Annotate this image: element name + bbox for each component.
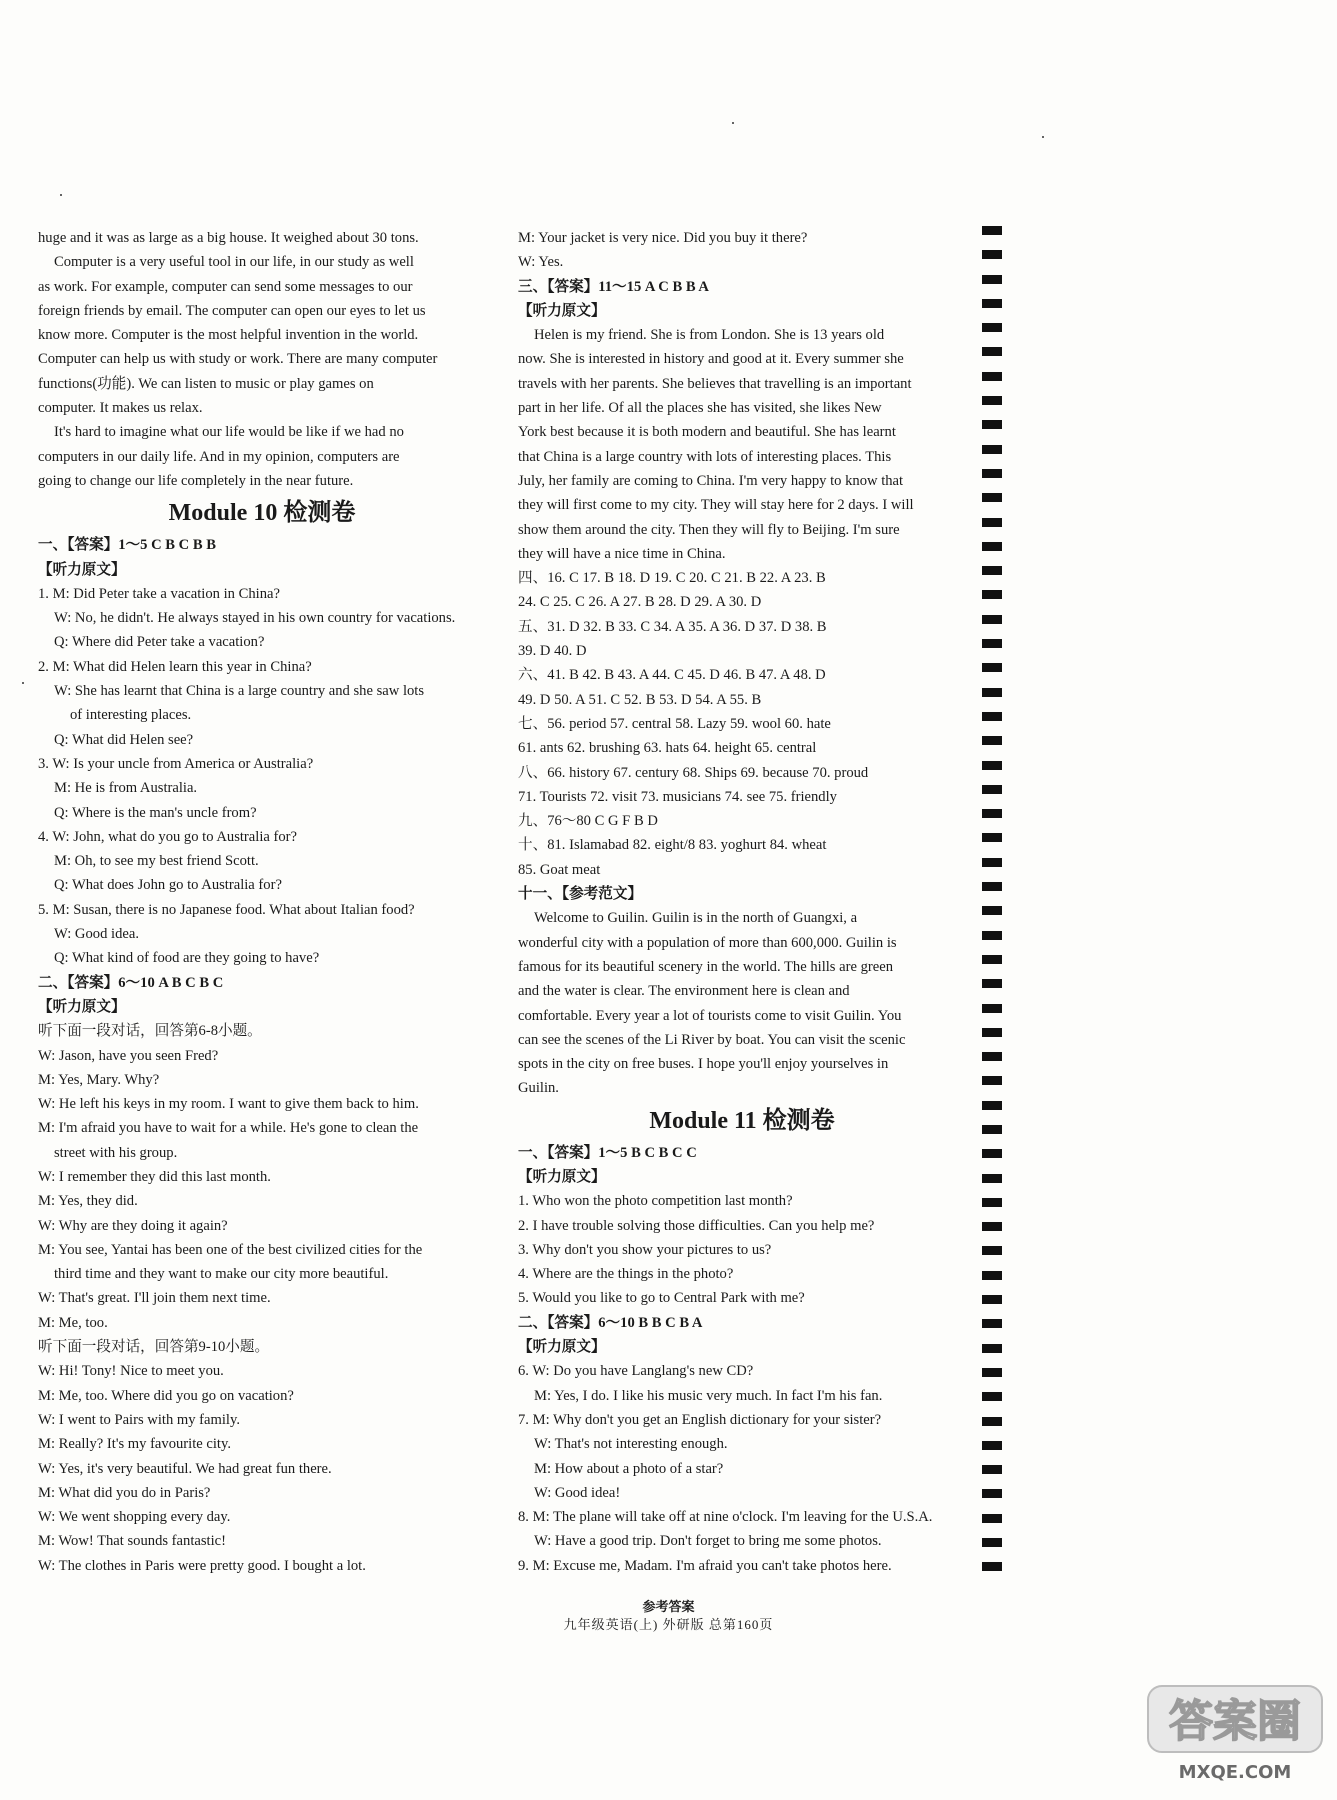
text-line: M: How about a photo of a star? [534, 1460, 724, 1477]
registration-mark [982, 1101, 1002, 1110]
registration-mark [982, 1392, 1002, 1401]
page-footer [0, 1598, 1337, 1634]
watermark-logo [1140, 1680, 1330, 1790]
text-line: 24. C 25. C 26. A 27. B 28. D 29. A 30. D [518, 594, 762, 611]
text-line: going to change our life completely in the near future. [38, 472, 354, 489]
registration-mark [982, 445, 1002, 454]
registration-mark [982, 420, 1002, 429]
text-line: W: Why are they doing it again? [38, 1217, 228, 1234]
text-line: 五、31. D 32. B 33. C 34. A 35. A 36. D 37. D 38. B [518, 618, 827, 635]
text-line: now. She is interested in history and good at it. Every summer she [518, 351, 904, 368]
text-line: 49. D 50. A 51. C 52. B 53. D 54. A 55. B [518, 691, 762, 708]
registration-mark [982, 1004, 1002, 1013]
text-line: computer. It makes us relax. [38, 400, 203, 417]
scan-speck [732, 122, 734, 124]
text-line: W: Have a good trip. Don't forget to bring me some photos. [534, 1533, 882, 1550]
registration-mark [982, 590, 1002, 599]
text-line: W: Yes. [518, 254, 564, 271]
text-line: 【听力原文】 [518, 1168, 606, 1185]
scan-speck [1042, 136, 1044, 138]
registration-mark [982, 1562, 1002, 1571]
text-line: functions(功能). We can listen to music or play games on [38, 375, 374, 392]
section-heading: Module 11 检测卷 [649, 1107, 835, 1134]
text-line: W: I went to Pairs with my family. [38, 1411, 240, 1428]
text-line: W: That's great. I'll join them next time. [38, 1290, 271, 1307]
text-line: 2. I have trouble solving those difficulties. Can you help me? [518, 1217, 875, 1234]
text-line: huge and it was as large as a big house. It weighed about 30 tons. [38, 230, 419, 246]
text-line: M: What did you do in Paris? [38, 1484, 211, 1501]
registration-mark [982, 469, 1002, 478]
registration-mark [982, 1149, 1002, 1158]
registration-mark [982, 663, 1002, 672]
text-line: 3. Why don't you show your pictures to us? [518, 1241, 772, 1258]
text-line: Welcome to Guilin. Guilin is in the north of Guangxi, a [534, 910, 858, 927]
text-line: W: That's not interesting enough. [534, 1436, 728, 1453]
text-line: wonderful city with a population of more than 600,000. Guilin is [518, 934, 897, 951]
text-line: July, her family are coming to China. I'm very happy to know that [518, 472, 904, 489]
text-line: they will first come to my city. They will stay here for 2 days. I will [518, 497, 914, 514]
registration-mark [982, 712, 1002, 721]
registration-mark [982, 761, 1002, 770]
text-line: can see the scenes of the Li River by boat. You can visit the scenic [518, 1031, 906, 1048]
text-line: 1. Who won the photo competition last month? [518, 1193, 793, 1210]
registration-mark [982, 639, 1002, 648]
registration-mark [982, 1465, 1002, 1474]
registration-mark [982, 542, 1002, 551]
registration-mark [982, 372, 1002, 381]
section-heading: Module 10 检测卷 [168, 500, 356, 527]
text-line: 四、16. C 17. B 18. D 19. C 20. C 21. B 22. A 23. B [518, 570, 826, 587]
text-line: 二、【答案】6～10 B B C B A [518, 1314, 703, 1331]
text-line: W: The clothes in Paris were pretty good. I bought a lot. [38, 1557, 366, 1574]
registration-mark [982, 1174, 1002, 1183]
text-line: Q: What kind of food are they going to have? [54, 950, 320, 967]
text-line: Computer can help us with study or work. There are many computer [38, 351, 438, 368]
registration-mark [982, 275, 1002, 284]
text-line: 5. M: Susan, there is no Japanese food. What about Italian food? [38, 901, 415, 918]
text-line: computers in our daily life. And in my opinion, computers are [38, 448, 400, 465]
text-line: travels with her parents. She believes that travelling is an important [518, 375, 912, 392]
text-line: 71. Tourists 72. visit 73. musicians 74. see 75. friendly [518, 788, 837, 805]
registration-mark [982, 1076, 1002, 1085]
text-line: 十一、【参考范文】 [518, 886, 643, 903]
watermark-main-text: 答案圈 [1169, 1696, 1301, 1747]
text-line: 1. M: Did Peter take a vacation in China? [38, 585, 280, 602]
registration-mark [982, 615, 1002, 624]
text-line: as work. For example, computer can send some messages to our [38, 278, 413, 295]
text-line: W: She has learnt that China is a large country and she saw lots [54, 683, 425, 700]
margin-registration-marks [982, 226, 1002, 1587]
text-line: M: I'm afraid you have to wait for a while. He's gone to clean the [38, 1120, 419, 1137]
text-line: 一、【答案】1～5 B C B C C [518, 1144, 697, 1161]
registration-mark [982, 882, 1002, 891]
registration-mark [982, 931, 1002, 940]
registration-mark [982, 1538, 1002, 1547]
text-line: 4. W: John, what do you go to Australia for? [38, 828, 298, 845]
text-line: 听下面一段对话，回答第9-10小题。 [38, 1339, 270, 1356]
text-line: M: Yes, Mary. Why? [38, 1071, 160, 1088]
text-line: third time and they want to make our city more beautiful. [54, 1266, 389, 1283]
text-line: M: Yes, they did. [38, 1193, 138, 1210]
scan-speck [60, 194, 62, 196]
registration-mark [982, 785, 1002, 794]
text-line: 三、【答案】11～15 A C B B A [518, 278, 709, 295]
text-line: Q: Where is the man's uncle from? [54, 804, 257, 821]
registration-mark [982, 1052, 1002, 1061]
text-line: 听下面一段对话，回答第6-8小题。 [38, 1023, 262, 1040]
registration-mark [982, 833, 1002, 842]
text-line: W: Good idea. [54, 926, 139, 943]
text-line: M: Yes, I do. I like his music very much. In fact I'm his fan. [534, 1387, 883, 1404]
text-line: 4. Where are the things in the photo? [518, 1266, 734, 1283]
text-line: 2. M: What did Helen learn this year in China? [38, 658, 312, 675]
text-line: 八、66. history 67. century 68. Ships 69. because 70. proud [518, 764, 869, 781]
scan-speck [22, 682, 24, 684]
registration-mark [982, 566, 1002, 575]
registration-mark [982, 250, 1002, 259]
registration-mark [982, 226, 1002, 235]
text-line: 二、【答案】6～10 A B C B C [38, 974, 224, 991]
text-line: that China is a large country with lots of interesting places. This [518, 448, 892, 465]
text-line: foreign friends by email. The computer can open our eyes to let us [38, 302, 426, 319]
registration-mark [982, 493, 1002, 502]
watermark-url-text: MXQE.COM [1178, 1762, 1292, 1783]
text-line: 8. M: The plane will take off at nine o'clock. I'm leaving for the U.S.A. [518, 1509, 933, 1526]
text-line: 61. ants 62. brushing 63. hats 64. height 65. central [518, 740, 817, 757]
text-line: W: He left his keys in my room. I want to give them back to him. [38, 1096, 419, 1113]
registration-mark [982, 1441, 1002, 1450]
text-line: Q: What did Helen see? [54, 731, 194, 748]
text-line: comfortable. Every year a lot of tourists come to visit Guilin. You [518, 1007, 902, 1024]
text-line: show them around the city. Then they will fly to Beijing. I'm sure [518, 521, 900, 538]
text-line: York best because it is both modern and beautiful. She has learnt [518, 424, 896, 441]
text-line: 六、41. B 42. B 43. A 44. C 45. D 46. B 47. A 48. D [518, 667, 826, 684]
text-line: M: Me, too. [38, 1314, 108, 1331]
registration-mark [982, 1368, 1002, 1377]
text-line: M: Really? It's my favourite city. [38, 1436, 231, 1453]
text-line: 7. M: Why don't you get an English dictionary for your sister? [518, 1411, 882, 1428]
text-line: and the water is clear. The environment here is clean and [518, 983, 850, 1000]
footer-subtitle: 九年级英语(上) 外研版 总第160页 [563, 1617, 774, 1632]
text-line: W: Good idea! [534, 1484, 621, 1501]
text-line: W: I remember they did this last month. [38, 1168, 271, 1185]
text-line: 【听力原文】 [518, 1339, 606, 1356]
text-line: M: Me, too. Where did you go on vacation? [38, 1387, 294, 1404]
registration-mark [982, 347, 1002, 356]
registration-mark [982, 1489, 1002, 1498]
text-line: M: He is from Australia. [54, 780, 198, 797]
registration-mark [982, 955, 1002, 964]
text-line: of interesting places. [70, 707, 192, 724]
right-column [518, 226, 966, 1578]
text-line: Q: Where did Peter take a vacation? [54, 634, 265, 651]
text-line: Helen is my friend. She is from London. She is 13 years old [534, 327, 885, 344]
text-line: It's hard to imagine what our life would be like if we had no [54, 424, 404, 441]
footer-title: 参考答案 [642, 1599, 695, 1614]
registration-mark [982, 979, 1002, 988]
text-line: famous for its beautiful scenery in the world. The hills are green [518, 958, 893, 975]
text-line: know more. Computer is the most helpful invention in the world. [38, 327, 419, 344]
text-line: 七、56. period 57. central 58. Lazy 59. wool 60. hate [518, 715, 831, 732]
registration-mark [982, 1295, 1002, 1304]
text-line: Guilin. [518, 1080, 559, 1097]
text-line: W: Jason, have you seen Fred? [38, 1047, 219, 1064]
text-line: W: Yes, it's very beautiful. We had great fun there. [38, 1460, 332, 1477]
text-line: W: We went shopping every day. [38, 1509, 231, 1526]
registration-mark [982, 809, 1002, 818]
text-line: Computer is a very useful tool in our life, in our study as well [54, 254, 414, 271]
text-line: they will have a nice time in China. [518, 545, 726, 562]
registration-mark [982, 1344, 1002, 1353]
text-line: 【听力原文】 [38, 561, 126, 578]
registration-mark [982, 736, 1002, 745]
registration-mark [982, 1028, 1002, 1037]
registration-mark [982, 906, 1002, 915]
watermark-graphic [1140, 1680, 1330, 1790]
text-line: 【听力原文】 [518, 302, 606, 319]
text-line: M: You see, Yantai has been one of the best civilized cities for the [38, 1241, 423, 1258]
registration-mark [982, 299, 1002, 308]
text-line: part in her life. Of all the places she has visited, she likes New [518, 400, 882, 417]
text-line: 9. M: Excuse me, Madam. I'm afraid you can't take photos here. [518, 1557, 892, 1574]
registration-mark [982, 1125, 1002, 1134]
text-line: Q: What does John go to Australia for? [54, 877, 282, 894]
registration-mark [982, 1198, 1002, 1207]
text-line: W: Hi! Tony! Nice to meet you. [38, 1363, 224, 1380]
registration-mark [982, 518, 1002, 527]
left-column [38, 226, 486, 1578]
registration-mark [982, 1271, 1002, 1280]
text-line: 39. D 40. D [518, 643, 587, 660]
text-line: 十、81. Islamabad 82. eight/8 83. yoghurt 84. wheat [518, 837, 827, 854]
text-line: street with his group. [54, 1144, 178, 1161]
text-line: 一、【答案】1～5 C B C B B [38, 537, 216, 554]
text-line: spots in the city on free buses. I hope you'll enjoy yourselves in [518, 1056, 889, 1073]
text-line: W: No, he didn't. He always stayed in his own country for vacations. [54, 610, 456, 627]
text-line: 3. W: Is your uncle from America or Australia? [38, 755, 314, 772]
registration-mark [982, 1319, 1002, 1328]
text-line: 【听力原文】 [38, 998, 126, 1015]
registration-mark [982, 1514, 1002, 1523]
text-line: M: Your jacket is very nice. Did you buy it there? [518, 230, 808, 246]
text-line: M: Wow! That sounds fantastic! [38, 1533, 226, 1550]
registration-mark [982, 1222, 1002, 1231]
registration-mark [982, 396, 1002, 405]
text-line: 九、76～80 C G F B D [518, 813, 658, 830]
text-line: M: Oh, to see my best friend Scott. [54, 853, 259, 870]
text-line: 85. Goat meat [518, 861, 601, 878]
registration-mark [982, 323, 1002, 332]
text-line: 5. Would you like to go to Central Park with me? [518, 1290, 805, 1307]
registration-mark [982, 688, 1002, 697]
registration-mark [982, 1417, 1002, 1426]
text-line: 6. W: Do you have Langlang's new CD? [518, 1363, 754, 1380]
registration-mark [982, 858, 1002, 867]
registration-mark [982, 1246, 1002, 1255]
